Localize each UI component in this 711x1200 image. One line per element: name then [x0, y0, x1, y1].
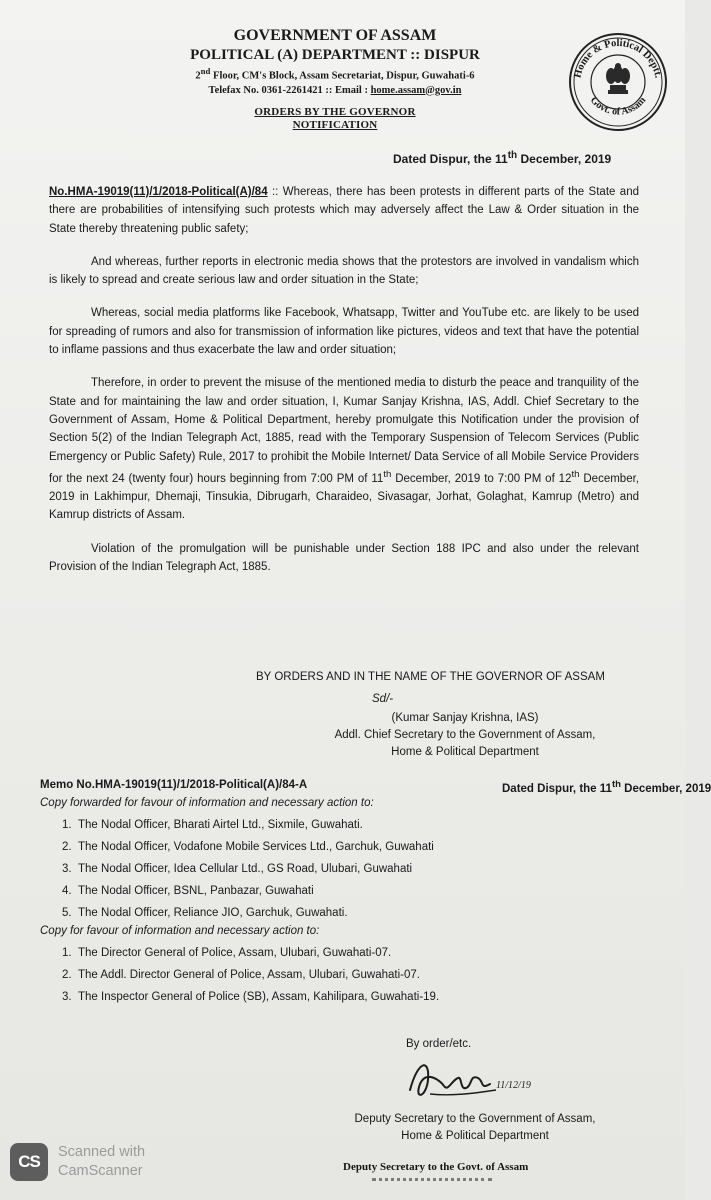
seal-bottom-text: Govt. of Assam [587, 94, 649, 118]
list-item-text: The Nodal Officer, Idea Cellular Ltd., GS Road, Ulubari, Guwahati [78, 863, 413, 875]
list-item-text: The Inspector General of Police (SB), Assam, Kahilipara, Guwahati-19. [78, 991, 440, 1003]
department-title: POLITICAL (A) DEPARTMENT :: DISPUR [190, 47, 480, 63]
official-stamp: Deputy Secretary to the Govt. of Assam [343, 1161, 529, 1173]
list-item-number: 1. [62, 819, 72, 831]
paragraph-4-sup-1: th [383, 468, 392, 480]
paragraph-5: Violation of the promulgation will be punishable under Section 188 IPC and also under the relevant Provision of the Indian Telegraph Act, 1885. [49, 542, 639, 573]
list-item [48, 942, 439, 964]
signatory-block [270, 710, 660, 761]
list-item-number: 3. [62, 991, 72, 1003]
signatory-title: Addl. Chief Secretary to the Government of Assam, [334, 729, 596, 741]
memo-date-rest: December, 2019 [620, 782, 711, 795]
paragraph-2: And whereas, further reports in electronic media shows that the protestors are involved in vandalism which is likely to spread and create serious law and order situation in the State; [49, 255, 639, 287]
list-item-number: 1. [62, 947, 72, 959]
memo-number: Memo No.HMA-19019(11)/1/2018-Political(A)/84-A [40, 779, 308, 791]
by-order-etc: By order/etc. [406, 1038, 472, 1050]
deputy-department: Home & Political Department [401, 1130, 549, 1142]
handwritten-signature [400, 1050, 530, 1110]
address-line [100, 64, 570, 84]
list-item [48, 964, 439, 986]
info-recipients-list [48, 942, 439, 1008]
list-item-text: The Nodal Officer, Vodafone Mobile Services Ltd., Garchuk, Guwahati [78, 841, 434, 853]
signature-date: 11/12/19 [496, 1080, 531, 1091]
signatory-department: Home & Political Department [391, 746, 539, 758]
sd-mark: Sd/- [372, 693, 394, 705]
camscanner-text [58, 1143, 145, 1181]
address-floor-number: 2 [195, 70, 201, 82]
seal-top-text: Home & Political Deptt. [572, 37, 664, 80]
address-floor-suffix: nd [200, 66, 211, 76]
email-text: home.assam@gov.in [370, 84, 462, 96]
signatory-name: (Kumar Sanjay Krishna, IAS) [391, 712, 539, 724]
paragraph-4-part-b: December, 2019 to 7:00 PM of 12 [391, 472, 572, 485]
list-item [48, 880, 434, 902]
list-item-text: The Nodal Officer, Bharati Airtel Ltd., Sixmile, Guwahati. [78, 819, 363, 831]
address-rest: Floor, CM's Block, Assam Secretariat, Dispur, Guwahati-6 [210, 70, 475, 82]
list-item-number: 5. [62, 907, 72, 919]
date-prefix: Dated Dispur, the 11 [393, 152, 508, 166]
svg-text:Govt. of Assam [588, 94, 649, 117]
telefax-text: Telefax No. 0361-2261421 :: Email : [208, 84, 371, 96]
paragraph-4-sup-2: th [571, 468, 580, 480]
paragraph-3: Whereas, social media platforms like Facebook, Whatsapp, Twitter and YouTube etc. are likely to be used for spreading of rumors and also for transmission of information like pictures, videos and text that have the potential to inflame passions and thus exacerbate the law and order situation; [49, 307, 639, 357]
list-item [48, 814, 434, 836]
paragraph-4 [49, 374, 639, 524]
list-item [48, 902, 434, 924]
memo-date-suffix: th [611, 779, 621, 790]
list-item [48, 858, 434, 880]
camscanner-line-2: CamScanner [58, 1163, 143, 1179]
copy-action-heading: Copy forwarded for favour of information and necessary action to: [40, 797, 374, 809]
notification-heading: NOTIFICATION [292, 118, 378, 131]
list-item-number: 4. [62, 885, 72, 897]
paragraph-4-part-a: Therefore, in order to prevent the misuse of the mentioned media to disturb the peace and tranquility of the State and for maintaining the law and order situation, I, Kumar Sanjay Krishna, IAS, Addl. Chief Secretary to the Government of Assam, Home & Political Department, hereby promulgate this Notification under the provision of Section 5(2) of the Indian Telegraph Act, 1885, read with the Temporary Suspension of Telecom Services (Public Emergency or Public Safety) Rule, 2017 to prohibit the Mobile Internet/ Data Service of all Mobile Service Providers for the next 24 (twenty four) hours beginning from 7:00 PM of 11 [49, 377, 639, 485]
list-item-text: The Nodal Officer, Reliance JIO, Garchuk, Guwahati. [78, 907, 348, 919]
action-recipients-list [48, 814, 434, 924]
notification-date [393, 150, 611, 166]
list-item-number: 3. [62, 863, 72, 875]
letterhead [100, 26, 570, 132]
paragraph-1-text: :: Whereas, there has been protests in different parts of the State and there are probabilities of intensifying such protests which may adversely affect the Law & Order situation in the State thereby threatening public safety; [49, 186, 639, 235]
reference-number: No.HMA-19019(11)/1/2018-Political(A)/84 [49, 186, 268, 198]
list-item-text: The Nodal Officer, BSNL, Panbazar, Guwahati [78, 885, 314, 897]
memo-date [502, 779, 711, 795]
stamp-underline [372, 1178, 492, 1187]
camscanner-watermark [6, 1141, 176, 1187]
list-item-text: The Director General of Police, Assam, Ulubari, Guwahati-07. [78, 947, 392, 959]
list-item-number: 2. [62, 841, 72, 853]
paragraph-1 [49, 183, 639, 238]
contact-line [100, 84, 570, 97]
date-rest: December, 2019 [517, 152, 612, 166]
list-item-text: The Addl. Director General of Police, Assam, Ulubari, Guwahati-07. [78, 969, 420, 981]
memo-date-prefix: Dated Dispur, the 11 [502, 782, 612, 795]
paragraph-4-part-c: December, 2019 in Lakhimpur, Dhemaji, Tinsukia, Dibrugarh, Charaideo, Sivasagar, Jorhat, Golaghat, Kamrup (Metro) and Kamrup districts of Assam. [49, 472, 639, 522]
list-item-number: 2. [62, 969, 72, 981]
memo-line [40, 779, 711, 795]
deputy-secretary-block [300, 1111, 650, 1145]
department-seal [564, 30, 672, 134]
copy-info-heading: Copy for favour of information and necessary action to: [40, 925, 320, 937]
orders-heading: ORDERS BY THE GOVERNOR [254, 105, 416, 118]
notification-body [49, 183, 639, 576]
list-item [48, 986, 439, 1008]
deputy-title: Deputy Secretary to the Government of Assam, [354, 1113, 596, 1125]
camscanner-logo-icon: CS [10, 1143, 48, 1181]
list-item [48, 836, 434, 858]
government-title: GOVERNMENT OF ASSAM [233, 27, 437, 44]
date-suffix: th [507, 150, 518, 161]
national-emblem-icon [606, 63, 630, 94]
by-orders-line: BY ORDERS AND IN THE NAME OF THE GOVERNOR OF ASSAM [256, 671, 605, 683]
camscanner-line-1: Scanned with [58, 1144, 146, 1160]
